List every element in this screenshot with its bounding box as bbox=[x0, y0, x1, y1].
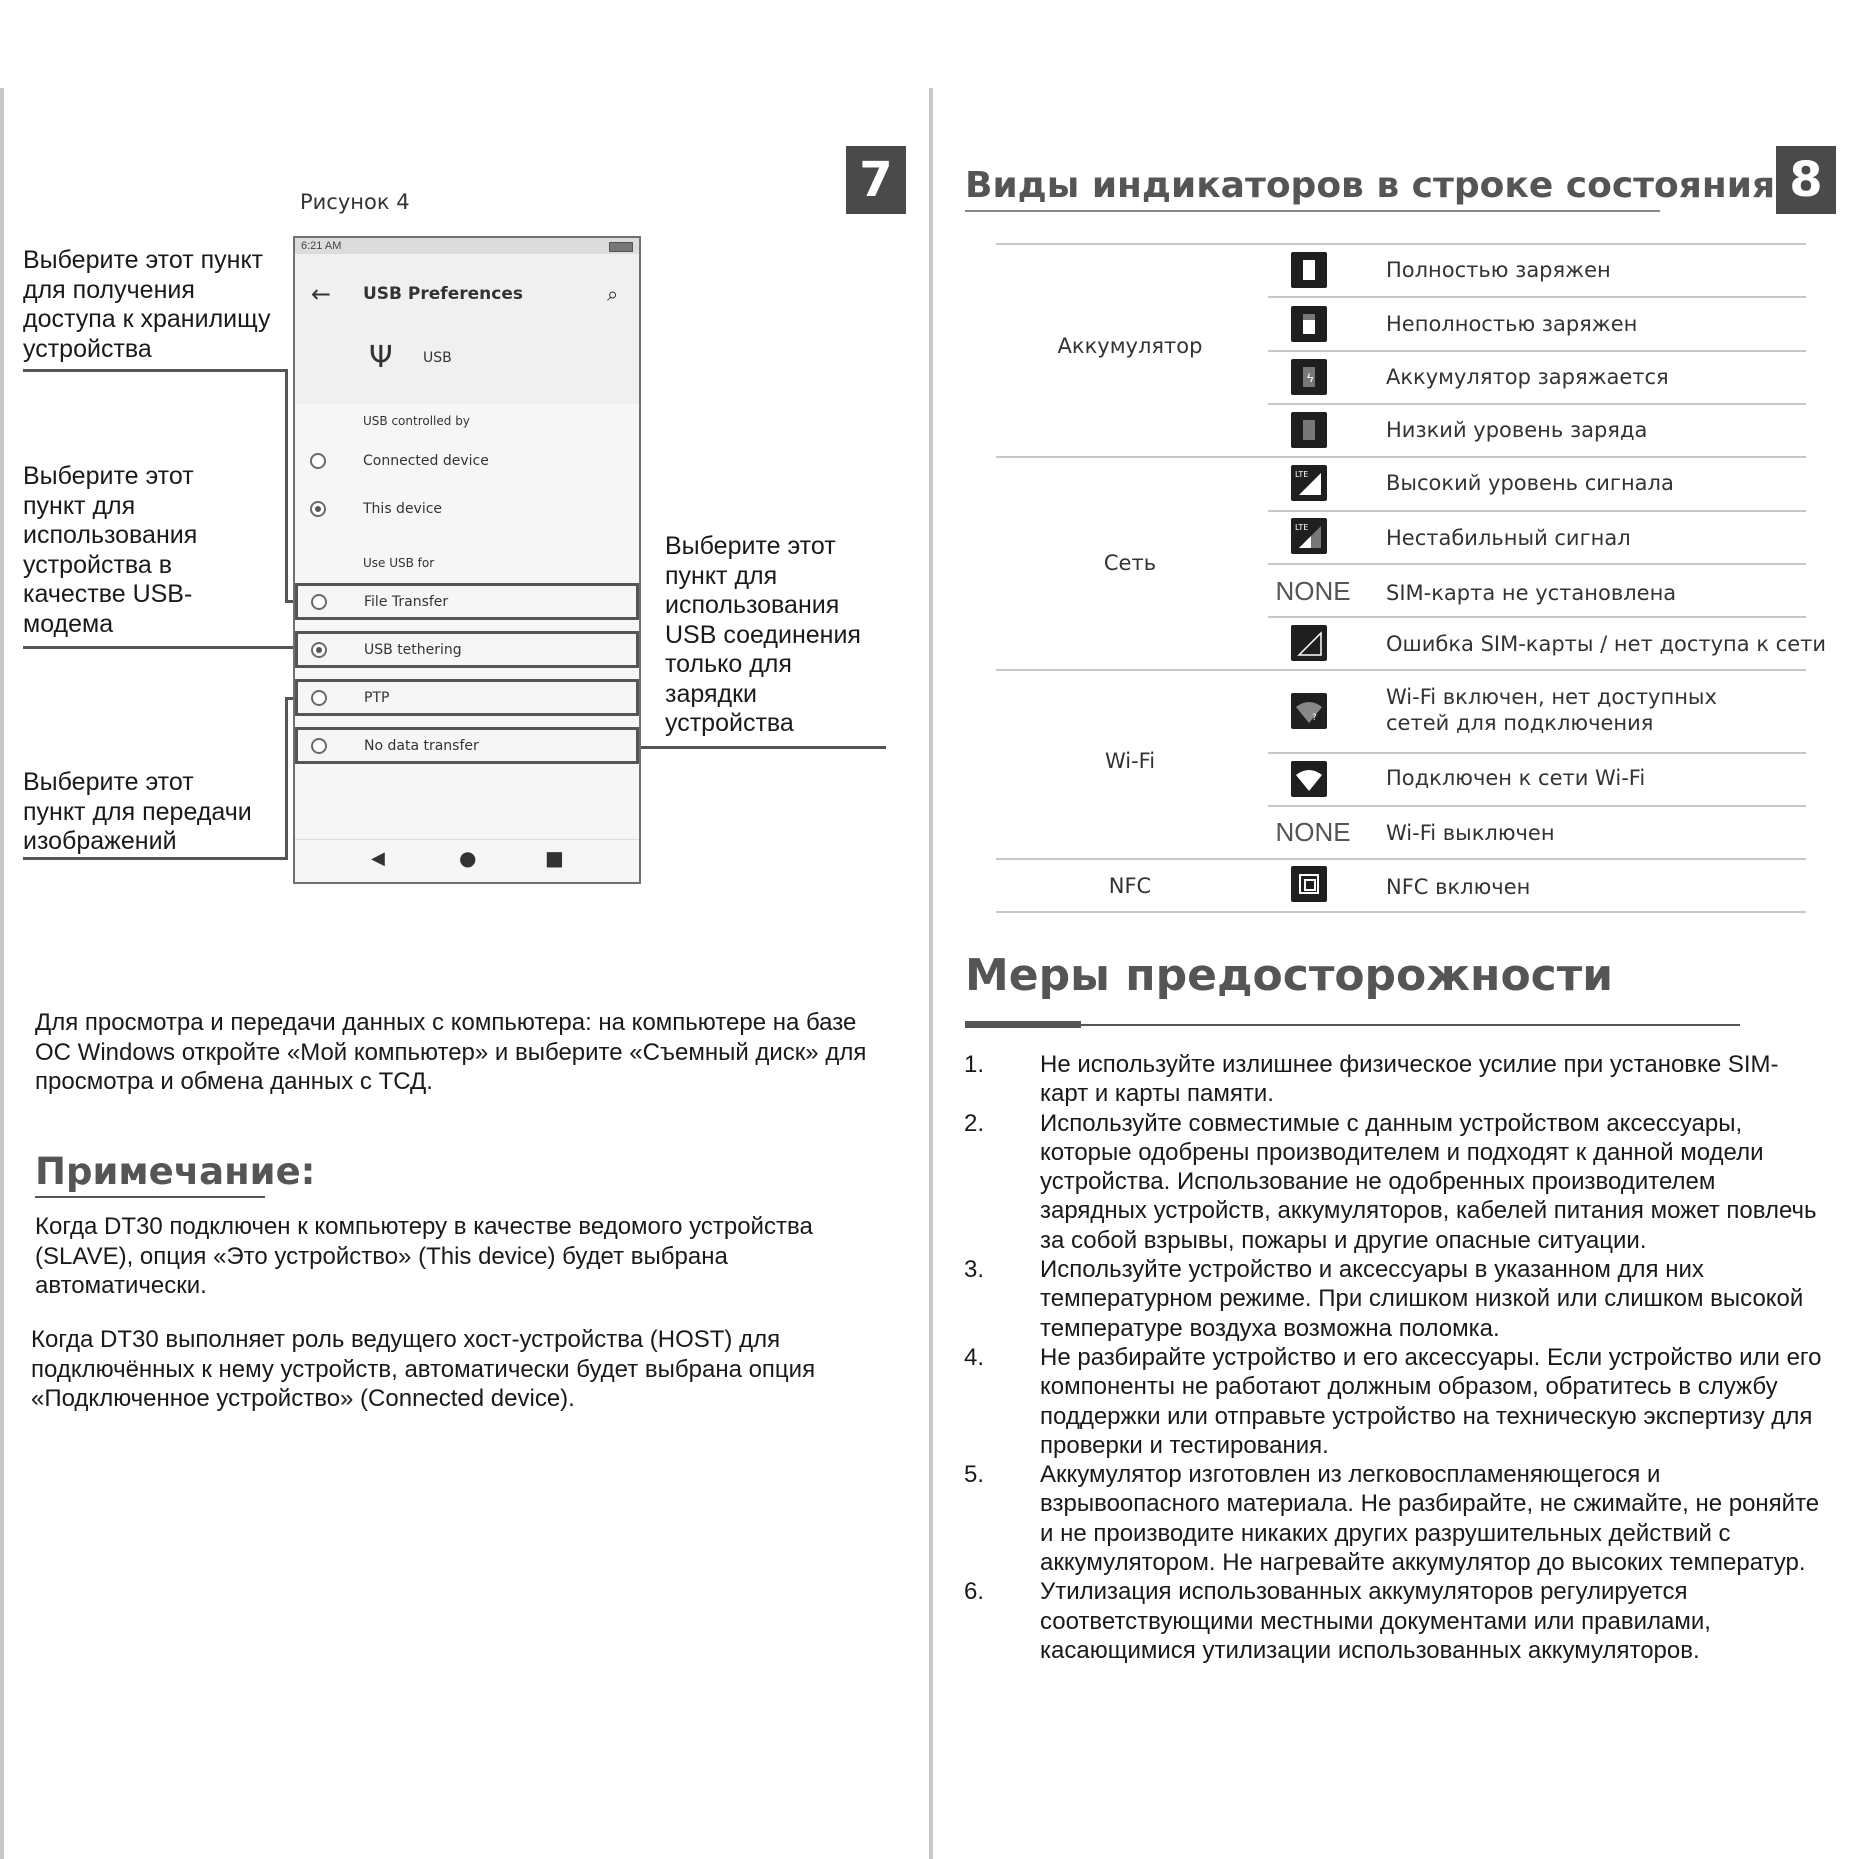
category-battery: Аккумулятор bbox=[1057, 334, 1203, 358]
table-bottom-rule bbox=[996, 911, 1806, 913]
battery-icon bbox=[609, 242, 633, 252]
precaution-item bbox=[964, 1109, 1824, 1255]
callout-modem: Выберите этот пункт для использования устройства в качестве USB-модема bbox=[23, 462, 198, 638]
none-label-wifi: NONE bbox=[1275, 817, 1351, 847]
option-box-usb-tethering[interactable] bbox=[295, 631, 639, 668]
radio-this-device[interactable] bbox=[310, 501, 326, 517]
indicator-text-signal-unstable: Нестабильный сигнал bbox=[1386, 526, 1631, 550]
group-rule-network bbox=[996, 669, 1806, 671]
radio-usb-tethering[interactable] bbox=[311, 642, 327, 658]
option-file-transfer[interactable]: File Transfer bbox=[364, 594, 449, 610]
category-wifi: Wi-Fi bbox=[1104, 749, 1156, 773]
indicator-text-battery-partial: Неполностью заряжен bbox=[1386, 312, 1638, 336]
indicator-text-battery-low: Низкий уровень заряда bbox=[1386, 418, 1648, 442]
precaution-number: 5. bbox=[964, 1461, 985, 1489]
signal-error-icon bbox=[1291, 625, 1327, 661]
callout-storage: Выберите этот пункт для получения доступа к хранилищу устройства bbox=[23, 246, 271, 363]
phone-status-bar bbox=[295, 238, 639, 254]
row-rule-2 bbox=[1268, 350, 1806, 352]
search-icon[interactable]: ⌕ bbox=[607, 282, 619, 306]
page-number-7: 7 bbox=[846, 146, 906, 214]
option-no-data-transfer[interactable]: No data transfer bbox=[364, 738, 479, 754]
indicator-text-nfc: NFC включен bbox=[1386, 875, 1531, 899]
group-rule-battery bbox=[996, 456, 1806, 458]
radio-connected-device[interactable] bbox=[310, 453, 326, 469]
connector-images-v bbox=[285, 697, 288, 860]
row-rule-6 bbox=[1268, 563, 1806, 565]
precaution-item bbox=[964, 1343, 1824, 1460]
battery-low-icon bbox=[1291, 412, 1327, 448]
indicator-text-signal-high: Высокий уровень сигнала bbox=[1386, 471, 1674, 495]
left-margin-line bbox=[0, 88, 4, 1859]
precaution-text: Аккумулятор изготовлен из легковоспламеняющегося и взрывоопасного материала. Не разбирайте, не сжимайте, не роняйте и не производите никаких других разрушительных действий с аккумулятором. Не нагревайте аккумулятор до высоких температур. bbox=[1040, 1461, 1820, 1577]
option-box-file-transfer[interactable] bbox=[295, 583, 639, 620]
nav-back-icon[interactable]: ◀ bbox=[371, 848, 385, 869]
indicators-title-underline bbox=[965, 210, 1660, 212]
usb-icon: Ψ bbox=[369, 340, 393, 375]
signal-high-graphic bbox=[1291, 465, 1327, 501]
row-rule-5 bbox=[1268, 510, 1806, 512]
precaution-text: Используйте устройство и аксессуары в указанном для них температурном режиме. При слишком низкой или слишком высокой температуре воздуха возможна поломка. bbox=[1040, 1256, 1804, 1342]
option-box-ptp[interactable] bbox=[295, 679, 639, 716]
wifi-connected-graphic bbox=[1291, 761, 1327, 797]
indicator-text-wifi-off: Wi-Fi выключен bbox=[1386, 821, 1555, 845]
category-network: Сеть bbox=[1103, 551, 1157, 575]
group-rule-wifi bbox=[996, 858, 1806, 860]
connector-storage-v bbox=[285, 369, 288, 602]
indicator-text-battery-full: Полностью заряжен bbox=[1386, 258, 1611, 282]
precaution-item bbox=[964, 1050, 1824, 1109]
callout-images: Выберите этот пункт для передачи изображений bbox=[23, 768, 252, 855]
connector-modem bbox=[23, 646, 295, 649]
connector-charging bbox=[641, 746, 886, 749]
phone-screenshot bbox=[293, 236, 641, 884]
screen-title: USB Preferences bbox=[363, 284, 523, 304]
none-label-sim: NONE bbox=[1275, 576, 1351, 606]
precaution-number: 1. bbox=[964, 1051, 985, 1078]
option-this-device[interactable]: This device bbox=[363, 501, 443, 517]
status-time: 6:21 AM bbox=[301, 240, 342, 252]
indicator-text-no-sim: SIM-карта не установлена bbox=[1386, 581, 1677, 605]
row-rule-10 bbox=[1268, 805, 1806, 807]
note-slave: Когда DT30 подключен к компьютеру в качестве ведомого устройства (SLAVE), опция «Это устройство» (This device) будет выбрана автоматически. bbox=[35, 1213, 813, 1299]
indicator-text-sim-error: Ошибка SIM-карты / нет доступа к сети bbox=[1386, 632, 1827, 656]
connector-storage-h bbox=[23, 369, 288, 372]
indicator-text-wifi-connected: Подключен к сети Wi-Fi bbox=[1386, 766, 1646, 790]
precaution-number: 2. bbox=[964, 1109, 985, 1137]
indicators-title: Виды индикаторов в строке состояния bbox=[965, 165, 1776, 206]
radio-ptp[interactable] bbox=[311, 690, 327, 706]
nav-home-icon[interactable]: ● bbox=[459, 846, 477, 870]
row-rule-1 bbox=[1268, 296, 1806, 298]
signal-high-icon bbox=[1291, 465, 1327, 501]
precautions-title: Меры предосторожности bbox=[965, 950, 1614, 1001]
signal-unstable-graphic bbox=[1291, 518, 1327, 554]
table-top-rule bbox=[996, 243, 1806, 245]
wifi-connected-icon bbox=[1291, 761, 1327, 797]
wifi-no-networks-graphic bbox=[1291, 693, 1327, 729]
battery-full-icon bbox=[1291, 252, 1327, 288]
precautions-underline-thin bbox=[965, 1024, 1740, 1026]
option-usb-tethering[interactable]: USB tethering bbox=[364, 642, 462, 658]
precaution-text: Не используйте излишнее физическое усилие при установке SIM-карт и карты памяти. bbox=[1040, 1051, 1779, 1108]
pc-transfer-paragraph: Для просмотра и передачи данных с компьютера: на компьютере на базе ОС Windows откройте «Мой компьютер» и выберите «Съемный диск» для просмотра и обмена данных с ТСД. bbox=[35, 1009, 867, 1095]
precautions-list bbox=[964, 1050, 1824, 1665]
signal-unstable-icon bbox=[1291, 518, 1327, 554]
page-number-8: 8 bbox=[1776, 146, 1836, 214]
section-controlled-by: USB controlled by bbox=[363, 414, 470, 428]
option-box-no-data-transfer[interactable] bbox=[295, 727, 639, 764]
section-use-usb-for: Use USB for bbox=[363, 556, 435, 570]
radio-file-transfer[interactable] bbox=[311, 594, 327, 610]
precautions-underline-thick bbox=[965, 1021, 1081, 1028]
svg-text:LTE: LTE bbox=[1295, 523, 1309, 532]
indicator-text-wifi-no-networks: Wi-Fi включен, нет доступных сетей для подключения bbox=[1386, 685, 1717, 735]
note-underline bbox=[35, 1196, 265, 1198]
nav-recents-icon[interactable]: ■ bbox=[545, 846, 564, 870]
category-nfc: NFC bbox=[1108, 874, 1152, 898]
usb-label: USB bbox=[423, 350, 452, 366]
precaution-number: 4. bbox=[964, 1343, 985, 1371]
row-rule-9 bbox=[1268, 752, 1806, 754]
note-title: Примечание: bbox=[35, 1150, 316, 1193]
note-host: Когда DT30 выполняет роль ведущего хост-устройства (HOST) для подключённых к нему устройств, автоматически будет выбрана опция «Подключенное устройство» (Connected device). bbox=[31, 1326, 816, 1412]
precaution-text: Используйте совместимые с данным устройством аксессуары, которые одобрены производителем и подходят к данной модели устройства. Использование не одобренных производителем зарядных устройств, аккумуляторов, кабелей питания может повлечь за собой взрывы, пожары и другие опасные ситуации. bbox=[1040, 1109, 1817, 1254]
svg-text:?: ? bbox=[1312, 713, 1317, 723]
precaution-text: Утилизация использованных аккумуляторов регулируется соответствующими местными документами или правилами, касающимися утилизации использованных аккумуляторов. bbox=[1040, 1578, 1711, 1664]
precaution-number: 3. bbox=[964, 1256, 985, 1284]
indicator-text-battery-charging: Аккумулятор заряжается bbox=[1386, 365, 1669, 389]
phone-nav-bar bbox=[295, 839, 639, 882]
option-ptp[interactable]: PTP bbox=[364, 690, 390, 706]
nfc-icon bbox=[1291, 866, 1327, 902]
precaution-number: 6. bbox=[964, 1578, 985, 1606]
row-rule-7 bbox=[1268, 616, 1806, 618]
precaution-item bbox=[964, 1577, 1824, 1665]
precaution-text: Не разбирайте устройство и его аксессуары. Если устройство или его компоненты не работают должным образом, обратитесь в службу поддержки или отправьте устройство на техническую экспертизу для проверки и тестирования. bbox=[1040, 1343, 1822, 1459]
precaution-item bbox=[964, 1255, 1824, 1343]
figure-caption: Рисунок 4 bbox=[300, 190, 410, 214]
option-connected-device[interactable]: Connected device bbox=[363, 453, 489, 469]
phone-header bbox=[295, 254, 639, 404]
callout-charging: Выберите этот пункт для использования USB соединения только для зарядки устройства bbox=[665, 532, 861, 737]
battery-partial-icon bbox=[1291, 306, 1327, 342]
back-arrow-icon[interactable]: ← bbox=[311, 280, 332, 308]
row-rule-3 bbox=[1268, 403, 1806, 405]
radio-no-data-transfer[interactable] bbox=[311, 738, 327, 754]
page-divider bbox=[929, 88, 933, 1859]
signal-error-graphic bbox=[1291, 625, 1327, 661]
connector-images-h bbox=[23, 857, 288, 860]
battery-charging-icon: ϟ bbox=[1291, 359, 1327, 395]
svg-text:LTE: LTE bbox=[1295, 470, 1309, 479]
wifi-no-networks-icon bbox=[1291, 693, 1327, 729]
precaution-item bbox=[964, 1460, 1824, 1577]
